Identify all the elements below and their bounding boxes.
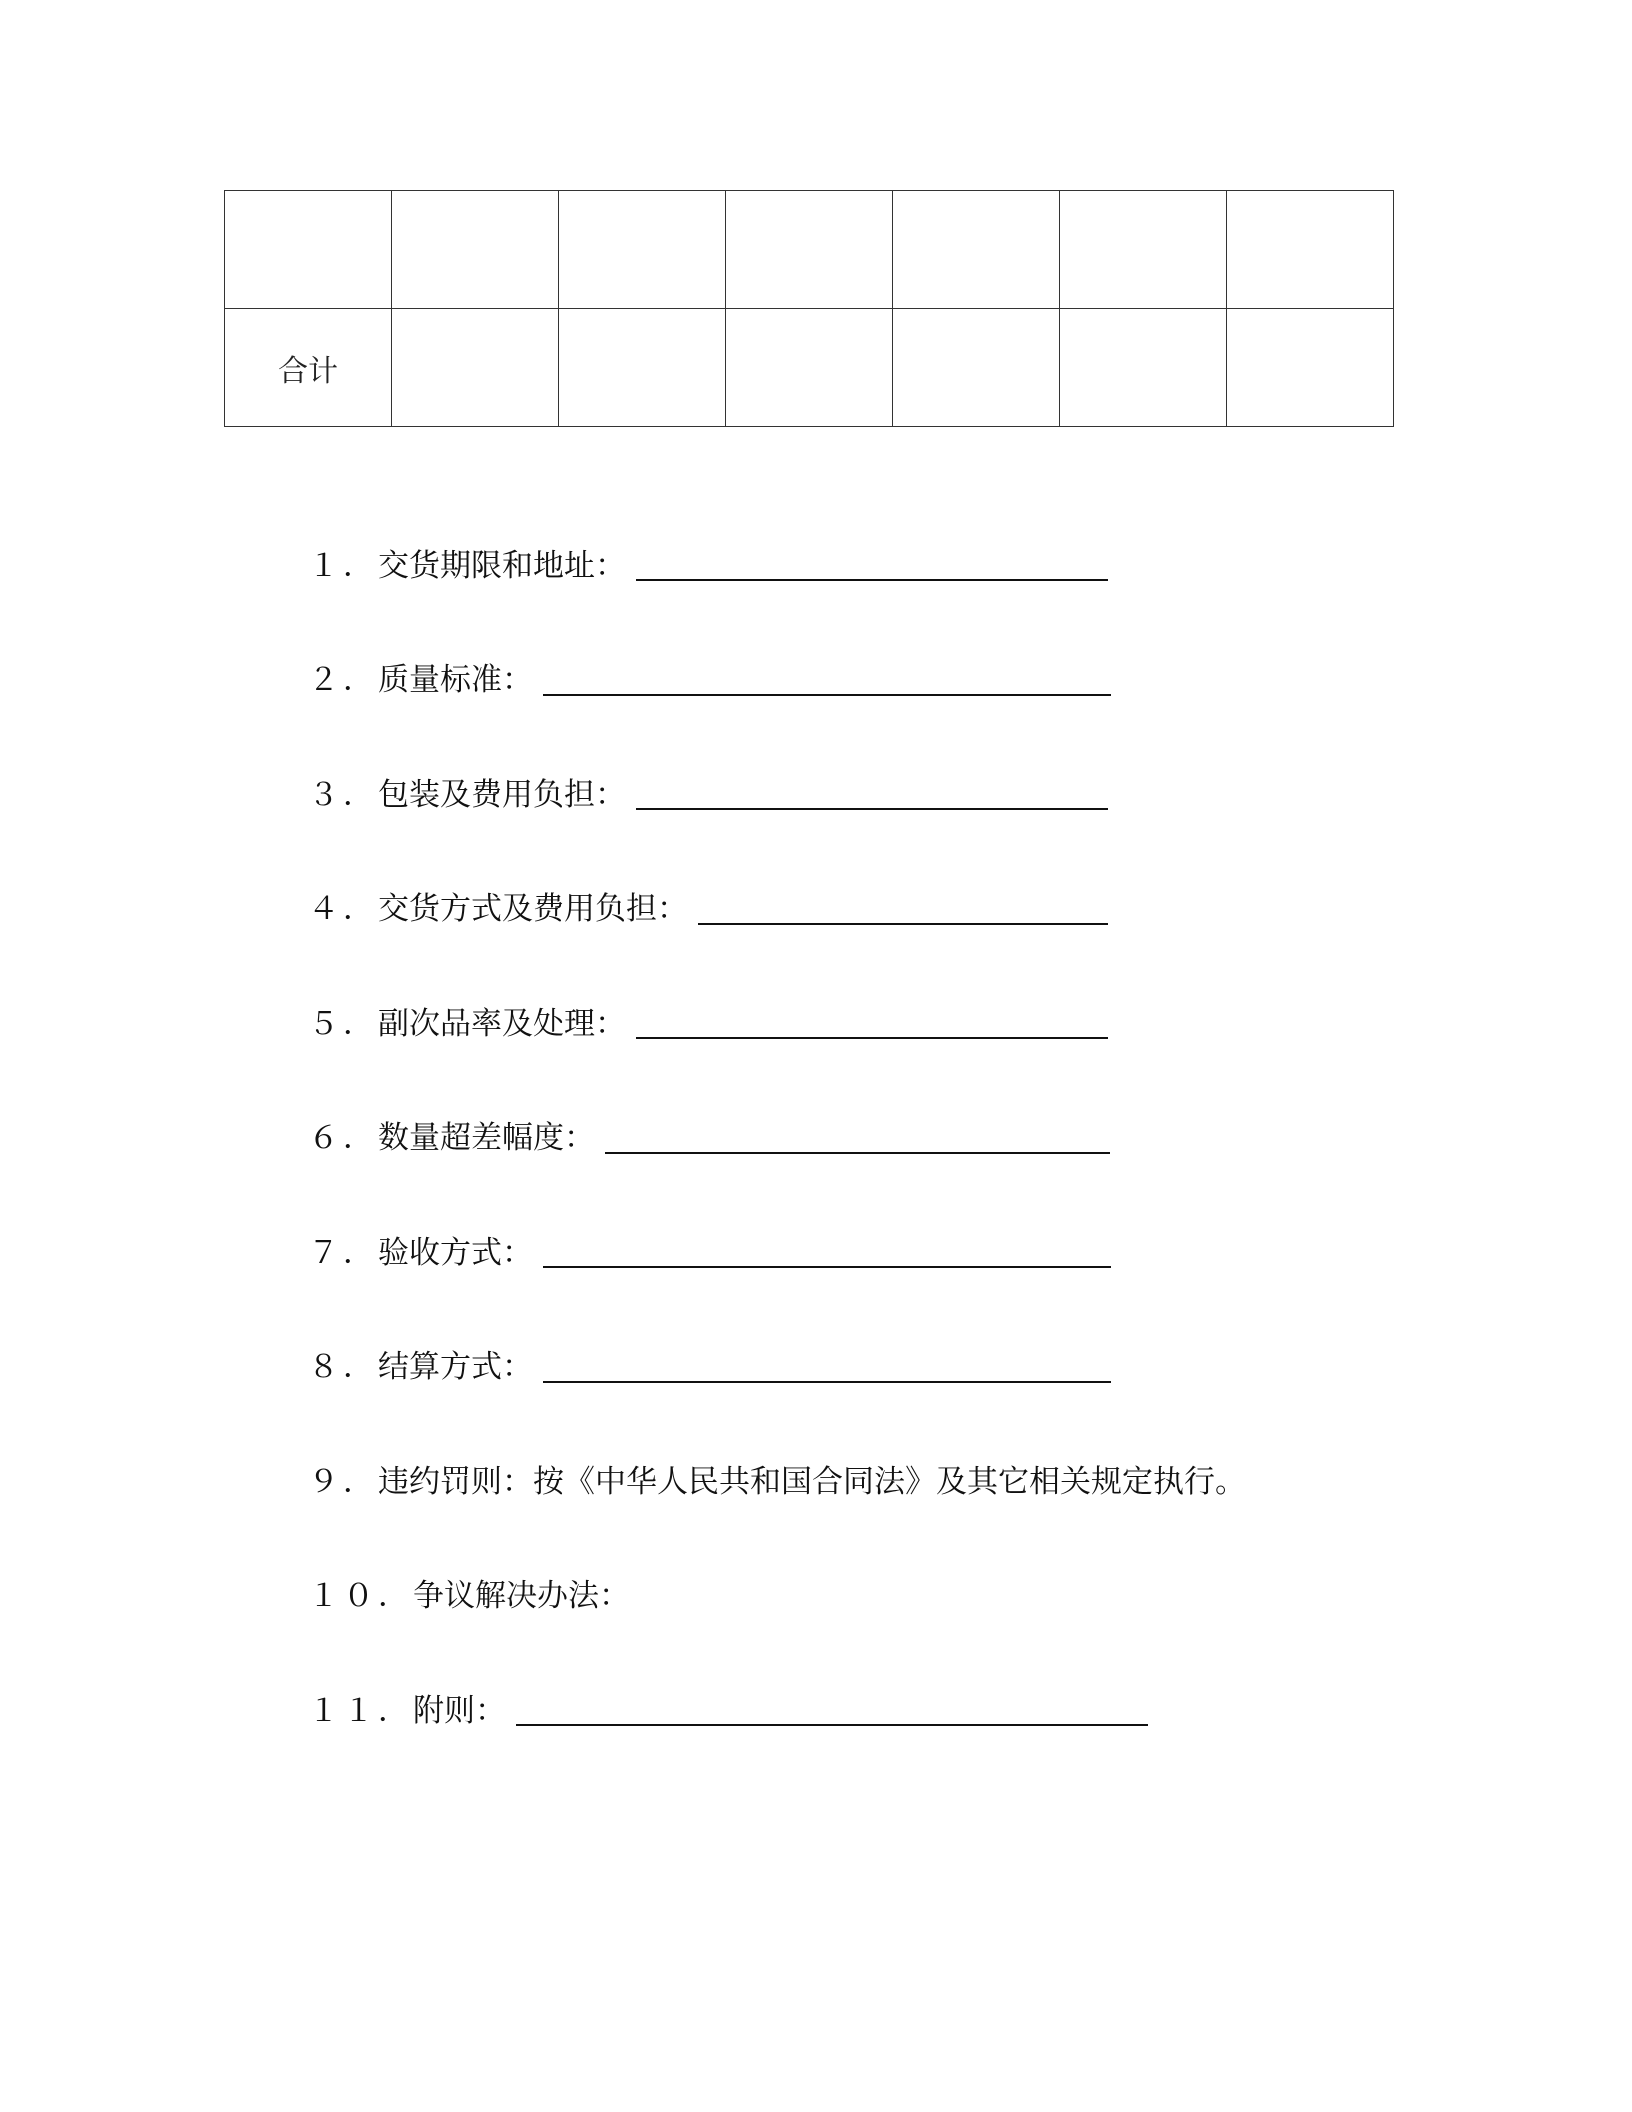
clause-number: ８． <box>308 1349 378 1386</box>
fill-in-blank[interactable] <box>605 1116 1110 1154</box>
clause-label: 附则： <box>413 1692 506 1729</box>
clause-number: ４． <box>308 891 378 928</box>
table-cell <box>559 191 726 309</box>
clause-label: 包装及费用负担： <box>378 776 626 813</box>
clause-label: 数量超差幅度： <box>378 1120 595 1157</box>
clause-label: 争议解决办法： <box>413 1578 630 1615</box>
clause-number: １． <box>308 547 378 584</box>
table-cell <box>893 191 1060 309</box>
table-cell <box>1060 191 1227 309</box>
clause-quality-standard <box>308 620 1508 735</box>
clause-list <box>308 505 1508 1765</box>
table-row <box>225 191 1394 309</box>
table-cell <box>1060 309 1227 427</box>
table-row-total <box>225 309 1394 427</box>
table-cell <box>392 309 559 427</box>
clause-label: 交货期限和地址： <box>378 547 626 584</box>
table-cell <box>893 309 1060 427</box>
table-cell <box>559 309 726 427</box>
clause-label: 副次品率及处理： <box>378 1005 626 1042</box>
clause-label: 结算方式： <box>378 1349 533 1386</box>
clause-acceptance-method <box>308 1192 1508 1307</box>
clause-breach-penalty <box>308 1421 1508 1536</box>
fill-in-blank[interactable] <box>698 887 1108 925</box>
fill-in-blank[interactable] <box>516 1688 1148 1726</box>
fill-in-blank[interactable] <box>636 543 1108 581</box>
table-cell <box>1227 309 1394 427</box>
clause-settlement-method <box>308 1307 1508 1422</box>
clause-defect-rate <box>308 963 1508 1078</box>
clause-delivery-method <box>308 849 1508 964</box>
table-cell <box>392 191 559 309</box>
clause-supplementary <box>308 1650 1508 1765</box>
clause-number: ５． <box>308 1005 378 1042</box>
clause-dispute-resolution <box>308 1536 1508 1651</box>
summary-table <box>224 190 1394 427</box>
clause-number: ９． <box>308 1463 378 1500</box>
table-cell <box>726 191 893 309</box>
table-cell <box>726 309 893 427</box>
clause-label: 验收方式： <box>378 1234 533 1271</box>
clause-label: 交货方式及费用负担： <box>378 891 688 928</box>
clause-delivery-term <box>308 505 1508 620</box>
clause-number: １１． <box>308 1692 413 1729</box>
fill-in-blank[interactable] <box>543 1345 1111 1383</box>
clause-label: 质量标准： <box>378 662 533 699</box>
clause-number: ６． <box>308 1120 378 1157</box>
fill-in-blank[interactable] <box>636 1001 1108 1039</box>
clause-label: 违约罚则：按《中华人民共和国合同法》及其它相关规定执行。 <box>378 1463 1246 1500</box>
clause-number: ３． <box>308 776 378 813</box>
clause-number: １０． <box>308 1578 413 1615</box>
table-cell <box>225 191 392 309</box>
total-label-cell: 合计 <box>225 309 392 427</box>
fill-in-blank[interactable] <box>636 772 1108 810</box>
clause-number: ２． <box>308 662 378 699</box>
clause-packaging <box>308 734 1508 849</box>
fill-in-blank[interactable] <box>543 658 1111 696</box>
clause-quantity-tolerance <box>308 1078 1508 1193</box>
clause-number: ７． <box>308 1234 378 1271</box>
table-cell <box>1227 191 1394 309</box>
fill-in-blank[interactable] <box>543 1230 1111 1268</box>
